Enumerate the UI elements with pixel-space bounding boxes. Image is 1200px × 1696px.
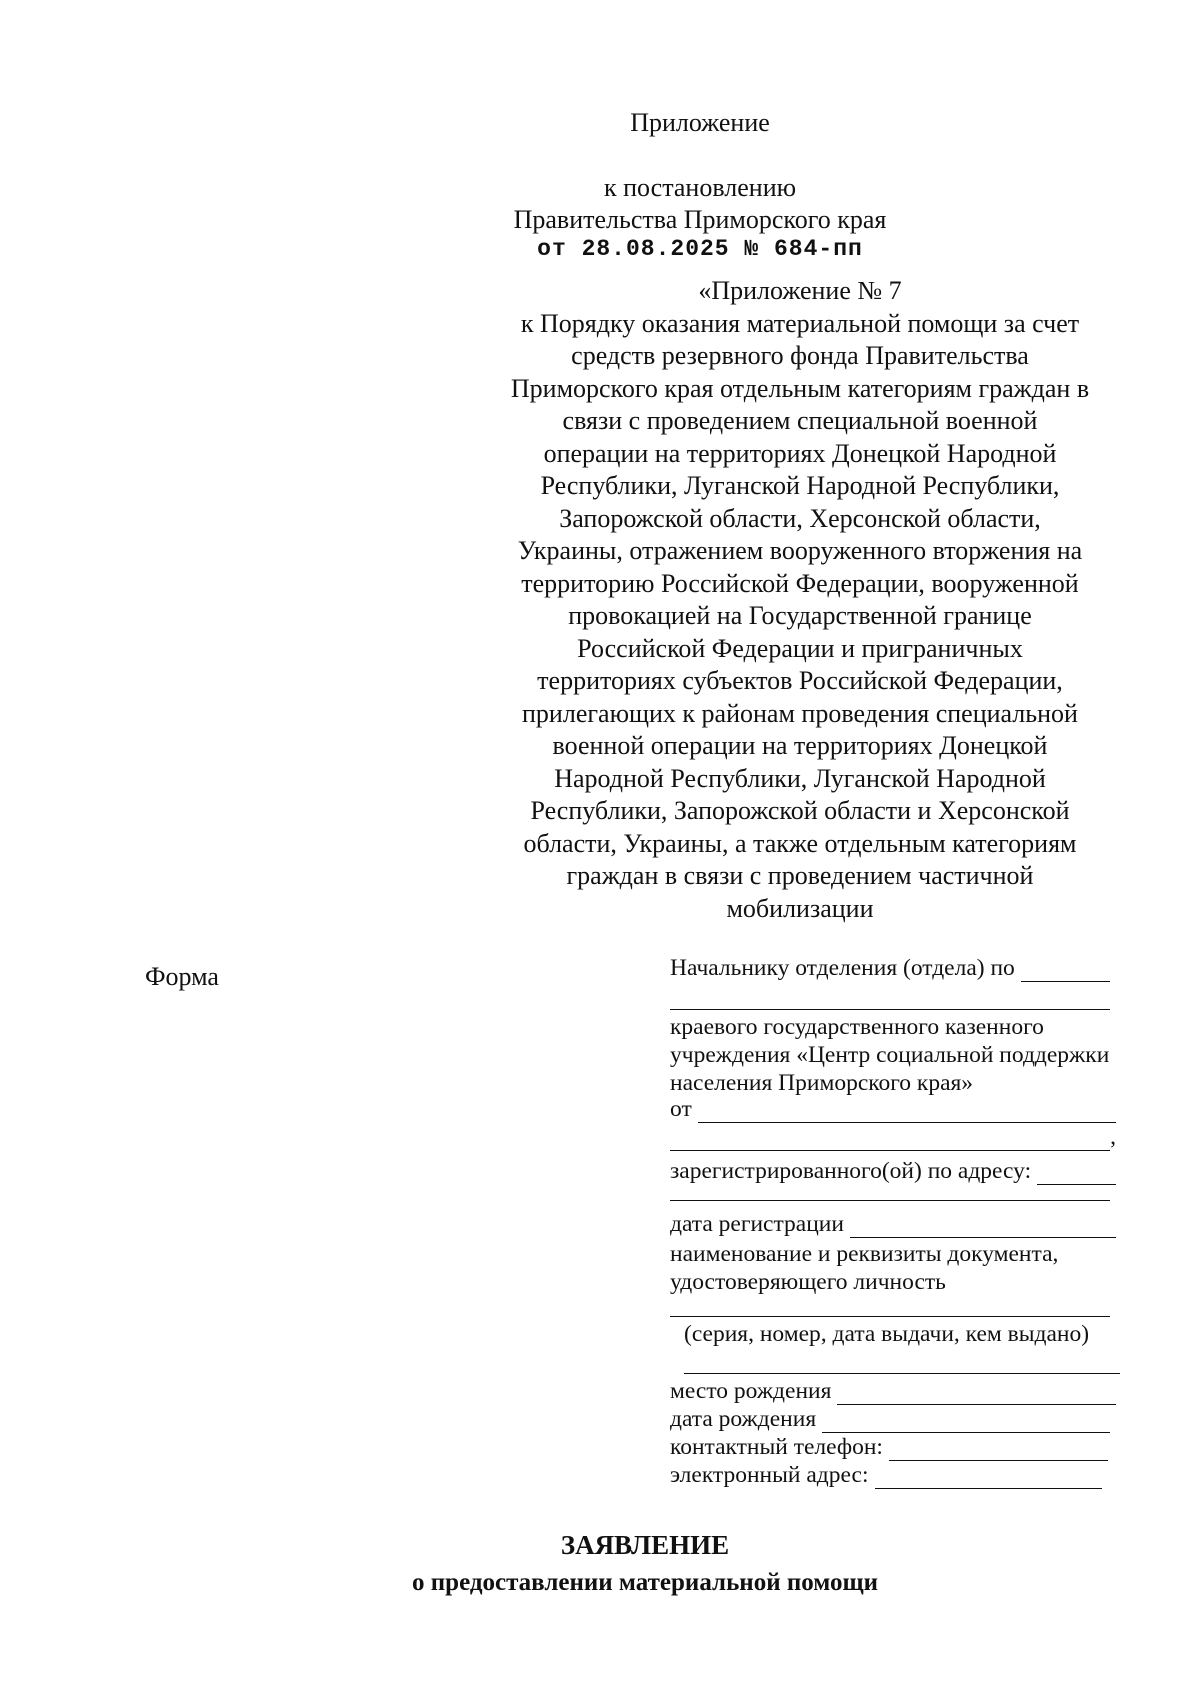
- id-doc-line: наименование и реквизиты документа,: [670, 1241, 1059, 1267]
- order-line: Приморского края отдельным категориям граждан в: [510, 373, 1090, 403]
- order-line: средств резервного фонда Правительства: [571, 341, 1029, 370]
- applicant-name-field[interactable]: [698, 1100, 1116, 1123]
- institution-line: краевого государственного казенного: [670, 1014, 1044, 1040]
- address-field[interactable]: [1037, 1162, 1116, 1185]
- comma: ,: [1110, 1124, 1116, 1150]
- id-doc-field-line[interactable]: [670, 1316, 1110, 1317]
- order-reference: [470, 275, 1130, 925]
- email-row: [670, 1462, 1102, 1489]
- institution-name: [670, 1013, 1109, 1097]
- from-label: от: [670, 1096, 692, 1122]
- order-line: операции на территориях Донецкой Народной: [543, 438, 1057, 468]
- decree-number: от 28.08.2025 № 684-пп: [537, 236, 863, 262]
- order-line: провокацией на Государственной границе: [568, 601, 1032, 630]
- id-doc-hint: (серия, номер, дата выдачи, кем выдано): [684, 1321, 1090, 1347]
- birthdate-row: [670, 1406, 1110, 1433]
- to-decree-line: к постановлению: [603, 173, 797, 202]
- registration-date-row: [670, 1211, 1116, 1238]
- form-label: Форма: [145, 962, 219, 991]
- order-line: военной операции на территориях Донецкой: [552, 731, 1048, 760]
- order-line: связи с проведением специальной военной: [562, 406, 1038, 435]
- applicant-name-field-2[interactable]: [670, 1128, 1110, 1151]
- order-line: Народной Республики, Луганской Народной: [554, 763, 1046, 793]
- statement-subtitle: о предоставлении материальной помощи: [412, 1569, 878, 1596]
- order-line: Республики, Луганской Народной Республики,: [540, 471, 1060, 500]
- id-doc-details-line[interactable]: [684, 1373, 1120, 1374]
- order-line: к Порядку оказания материальной помощи за счет: [520, 308, 1080, 338]
- statement-title: ЗАЯВЛЕНИЕ: [560, 1530, 730, 1560]
- phone-label: контактный телефон:: [670, 1434, 883, 1460]
- order-line: Российской Федерации и приграничных: [577, 633, 1023, 663]
- id-doc-line: удостоверяющего личность: [670, 1269, 946, 1295]
- applicant-name-row-2: [670, 1124, 1116, 1151]
- birthplace-row: [670, 1378, 1116, 1405]
- birthdate-field[interactable]: [822, 1410, 1110, 1433]
- order-line: территориях субъектов Российской Федерации,: [537, 666, 1063, 695]
- order-line: мобилизации: [726, 893, 874, 923]
- id-doc-label: [670, 1240, 1058, 1296]
- department-field[interactable]: [1021, 959, 1110, 982]
- address-field-line[interactable]: [670, 1200, 1110, 1201]
- order-line: области, Украины, а также отдельным категориям: [523, 828, 1077, 858]
- order-line: прилегающих к районам проведения специальной: [522, 698, 1078, 728]
- phone-row: [670, 1434, 1108, 1461]
- appendix-label: Приложение: [630, 108, 770, 137]
- institution-line: учреждения «Центр социальной поддержки: [670, 1042, 1110, 1068]
- registration-date-label: дата регистрации: [670, 1211, 844, 1237]
- phone-field[interactable]: [889, 1438, 1108, 1461]
- order-line: граждан в связи с проведением частичной: [566, 861, 1034, 890]
- order-line: территорию Российской Федерации, вооруженной: [521, 568, 1079, 598]
- order-line: «Приложение № 7: [698, 276, 902, 305]
- birthdate-label: дата рождения: [670, 1406, 817, 1432]
- institution-line: населения Приморского края»: [670, 1070, 974, 1096]
- registration-date-field[interactable]: [850, 1215, 1116, 1238]
- birthplace-label: место рождения: [670, 1378, 832, 1404]
- birthplace-field[interactable]: [837, 1382, 1116, 1405]
- chief-row: [670, 955, 1110, 982]
- government-line: Правительства Приморского края: [513, 205, 887, 234]
- registered-label: зарегистрированного(ой) по адресу:: [670, 1158, 1032, 1184]
- email-label: электронный адрес:: [670, 1462, 869, 1488]
- from-row: [670, 1096, 1116, 1123]
- order-line: Украины, отражением вооруженного вторжения на: [517, 536, 1083, 565]
- chief-label: Начальнику отделения (отдела) по: [670, 955, 1015, 981]
- email-field[interactable]: [875, 1466, 1103, 1489]
- order-line: Республики, Запорожской области и Херсонской: [530, 796, 1070, 825]
- order-line: Запорожской области, Херсонской области,: [559, 503, 1041, 533]
- department-field-line[interactable]: [670, 1009, 1110, 1010]
- registered-row: [670, 1158, 1116, 1185]
